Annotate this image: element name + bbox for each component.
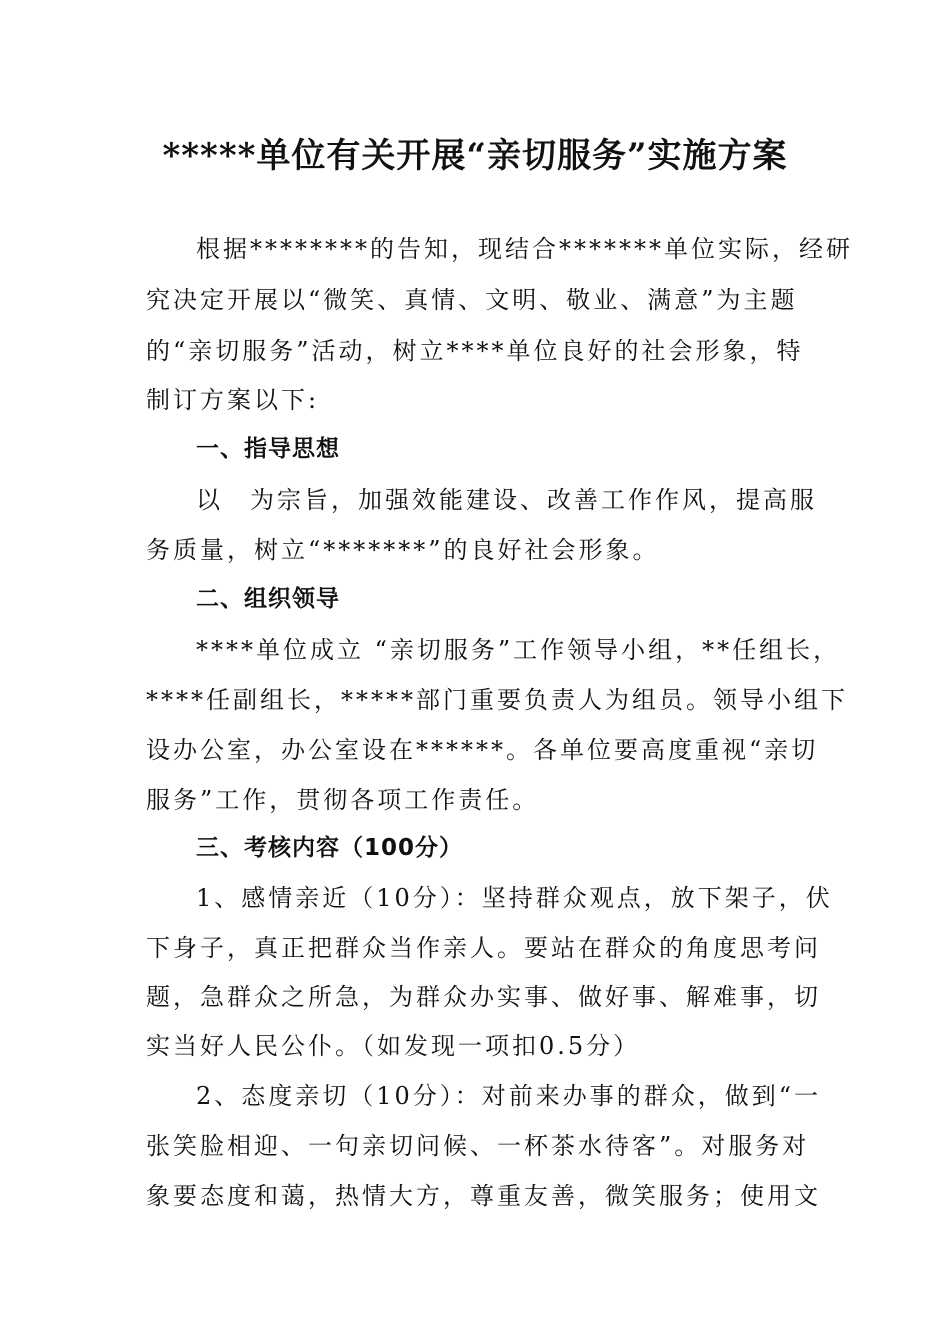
section2-line-2: ****任副组长，*****部门重要负责人为组员。领导小组下	[146, 686, 848, 714]
item2-line-1: 2、态度亲切（10分）：对前来办事的群众，做到“一	[196, 1082, 822, 1110]
section-heading-assessment: 三、考核内容（100分）	[196, 835, 464, 861]
intro-line-1: 根据********的告知，现结合*******单位实际，经研	[196, 235, 853, 263]
item1-line-2: 下身子，真正把群众当作亲人。要站在群众的角度思考问	[146, 934, 821, 962]
intro-line-3: 的“亲切服务”活动，树立****单位良好的社会形象，特	[146, 337, 804, 365]
item2-line-2: 张笑脸相迎、一句亲切问候、一杯茶水待客”。对服务对	[146, 1132, 810, 1160]
section2-line-1: ****单位成立 “亲切服务”工作领导小组，**任组长，	[196, 636, 841, 664]
item2-line-3: 象要态度和蔼，热情大方，尊重友善，微笑服务；使用文	[146, 1182, 821, 1210]
section1-line-1: 以 为宗旨，加强效能建设、改善工作作风，提高服	[196, 486, 817, 514]
item1-line-1: 1、感情亲近（10分）：坚持群众观点，放下架子，伏	[196, 884, 833, 912]
item1-line-3: 题，急群众之所急，为群众办实事、做好事、解难事，切	[146, 983, 821, 1011]
intro-line-2: 究决定开展以“微笑、真情、文明、敬业、满意”为主题	[146, 286, 798, 314]
section2-line-3: 设办公室，办公室设在******。各单位要高度重视“亲切	[146, 736, 819, 764]
intro-line-4: 制订方案以下:	[146, 386, 320, 414]
item1-line-4: 实当好人民公仆。（如发现一项扣0.5分）	[146, 1032, 641, 1060]
section2-line-4: 服务”工作，贯彻各项工作责任。	[146, 786, 540, 814]
section-heading-guiding-ideology: 一、指导思想	[196, 436, 340, 462]
document-title: *****单位有关开展“亲切服务”实施方案	[162, 136, 788, 176]
section-heading-organization: 二、组织领导	[196, 586, 340, 612]
section1-line-2: 务质量，树立“*******”的良好社会形象。	[146, 536, 660, 564]
